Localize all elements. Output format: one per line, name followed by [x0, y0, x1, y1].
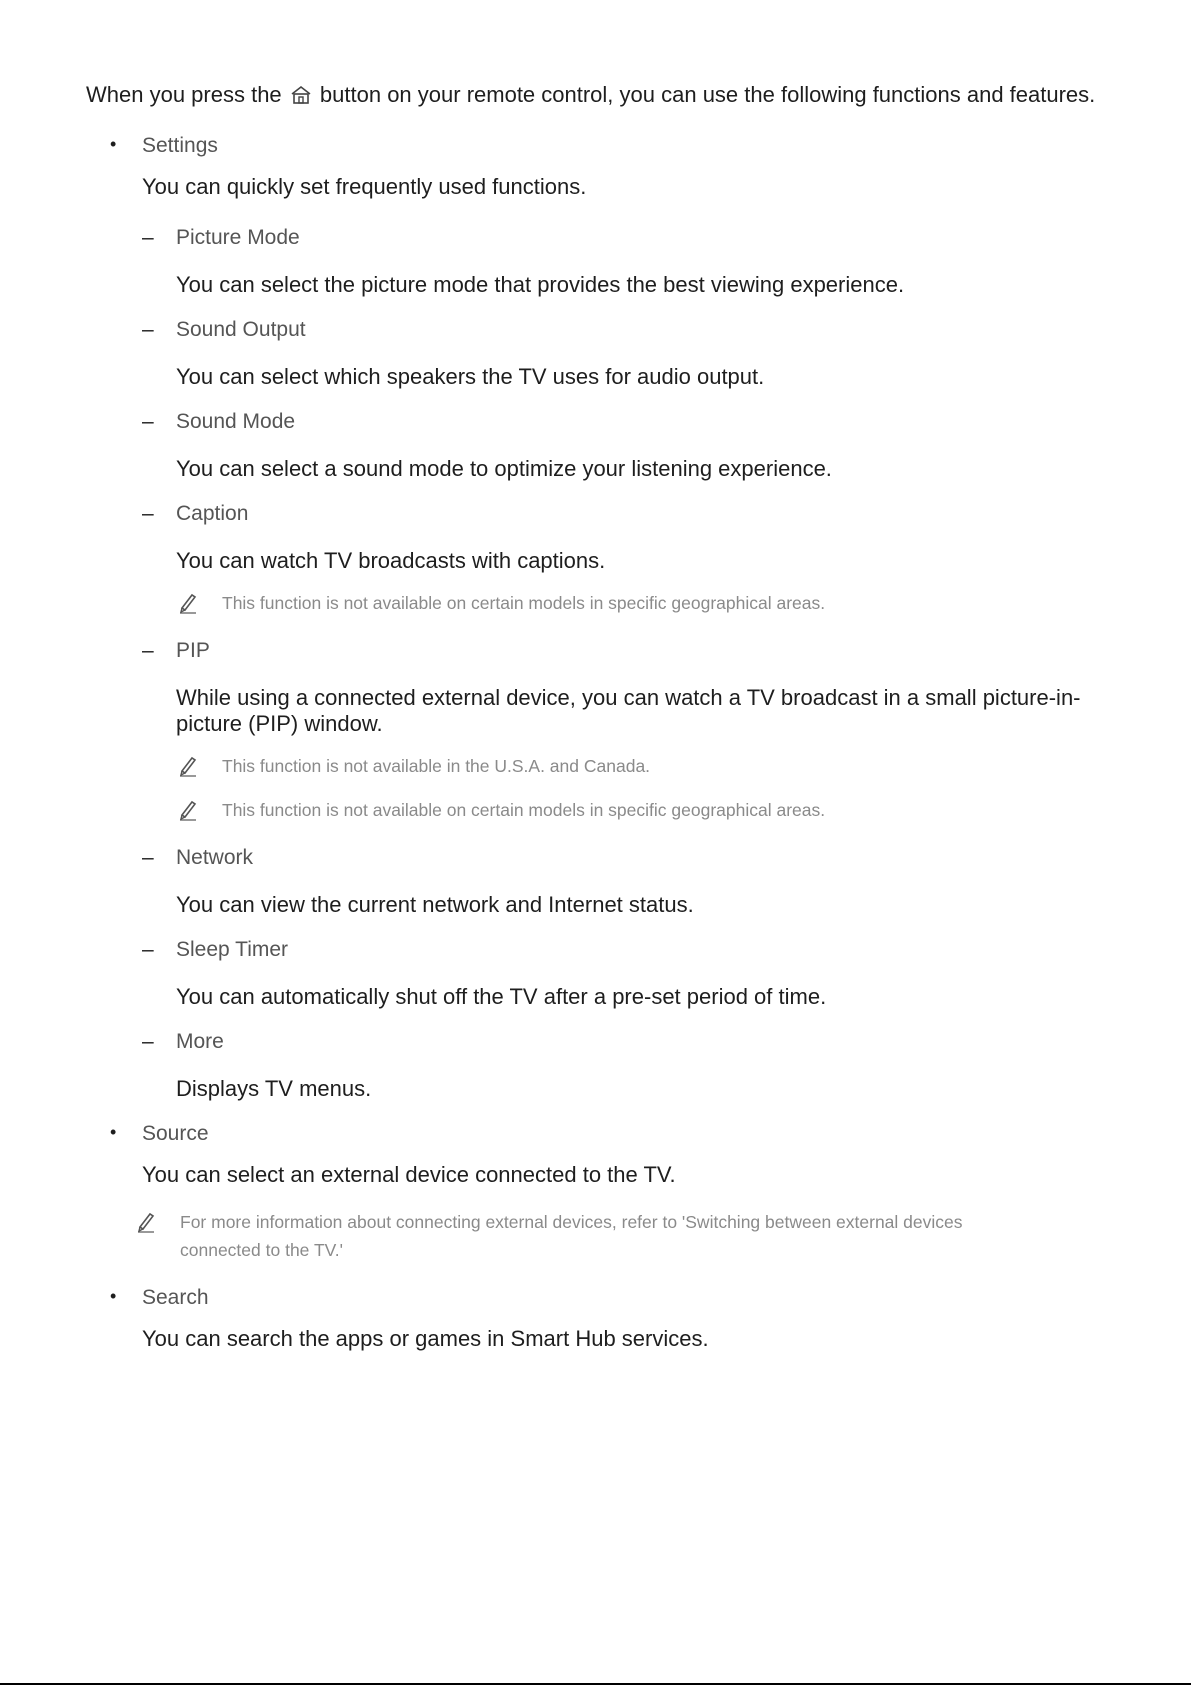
bullet-dot: •	[110, 134, 117, 154]
pencil-icon	[178, 592, 198, 619]
pip-desc-line2: picture (PIP) window.	[176, 711, 383, 736]
dash: –	[142, 502, 154, 525]
network-desc: You can view the current network and Internet status.	[176, 892, 694, 917]
pip-note-1	[222, 756, 650, 777]
sound-mode-title: Sound Mode	[176, 410, 296, 433]
pencil-icon	[178, 799, 198, 826]
more-title: More	[176, 1030, 224, 1053]
caption-note-text: This function is not available on certain models in specific geographical areas.	[222, 593, 826, 613]
sub-sound-mode	[142, 410, 296, 434]
dash: –	[142, 410, 154, 433]
bullet-dot: •	[110, 1286, 117, 1306]
caption-title: Caption	[176, 502, 249, 525]
dash: –	[142, 1030, 154, 1053]
home-icon	[290, 85, 312, 111]
source-note-line1: For more information about connecting external devices, refer to 'Switching between external devices	[180, 1212, 963, 1232]
source-note	[180, 1212, 963, 1233]
sound-output-title: Sound Output	[176, 318, 306, 341]
pencil-icon	[178, 755, 198, 782]
dash: –	[142, 318, 154, 341]
bullet-source	[110, 1122, 209, 1146]
network-title: Network	[176, 846, 254, 869]
sub-sleep-timer	[142, 938, 289, 962]
source-title: Source	[142, 1122, 209, 1145]
picture-mode-title: Picture Mode	[176, 226, 300, 249]
sub-more	[142, 1030, 224, 1054]
sleep-timer-title: Sleep Timer	[176, 938, 289, 961]
caption-desc: You can watch TV broadcasts with captions.	[176, 548, 606, 573]
sound-output-desc: You can select which speakers the TV uses for audio output.	[176, 364, 765, 389]
bullet-dot: •	[110, 1122, 117, 1142]
pip-desc-line1: While using a connected external device, you can watch a TV broadcast in a small picture-in-	[176, 685, 1081, 710]
search-title: Search	[142, 1286, 209, 1309]
picture-mode-desc: You can select the picture mode that provides the best viewing experience.	[176, 272, 905, 297]
sub-picture-mode	[142, 226, 300, 250]
sub-network	[142, 846, 254, 870]
sleep-timer-desc: You can automatically shut off the TV after a pre-set period of time.	[176, 984, 827, 1009]
dash: –	[142, 226, 154, 249]
intro-text-before: When you press the	[86, 82, 282, 107]
dash: –	[142, 938, 154, 961]
source-desc: You can select an external device connected to the TV.	[142, 1162, 676, 1187]
sound-mode-desc: You can select a sound mode to optimize your listening experience.	[176, 456, 832, 481]
bullet-search	[110, 1286, 209, 1310]
settings-desc: You can quickly set frequently used functions.	[142, 174, 587, 199]
sub-caption	[142, 502, 249, 526]
dash: –	[142, 846, 154, 869]
pencil-icon	[136, 1211, 156, 1238]
pip-note-1-text: This function is not available in the U.S.A. and Canada.	[222, 756, 651, 776]
more-desc: Displays TV menus.	[176, 1076, 372, 1101]
sub-pip	[142, 639, 210, 663]
pip-note-2	[222, 800, 825, 821]
intro-paragraph	[86, 82, 1095, 111]
pip-title: PIP	[176, 639, 210, 662]
sub-sound-output	[142, 318, 306, 342]
source-note-line2: connected to the TV.'	[180, 1240, 343, 1260]
caption-note	[222, 593, 825, 614]
intro-text-after: button on your remote control, you can use the following functions and features.	[319, 82, 1096, 107]
pip-note-2-text: This function is not available on certain models in specific geographical areas.	[222, 800, 826, 820]
settings-title: Settings	[142, 134, 218, 157]
dash: –	[142, 639, 154, 662]
bullet-settings	[110, 134, 218, 158]
search-desc: You can search the apps or games in Smart Hub services.	[142, 1326, 709, 1351]
